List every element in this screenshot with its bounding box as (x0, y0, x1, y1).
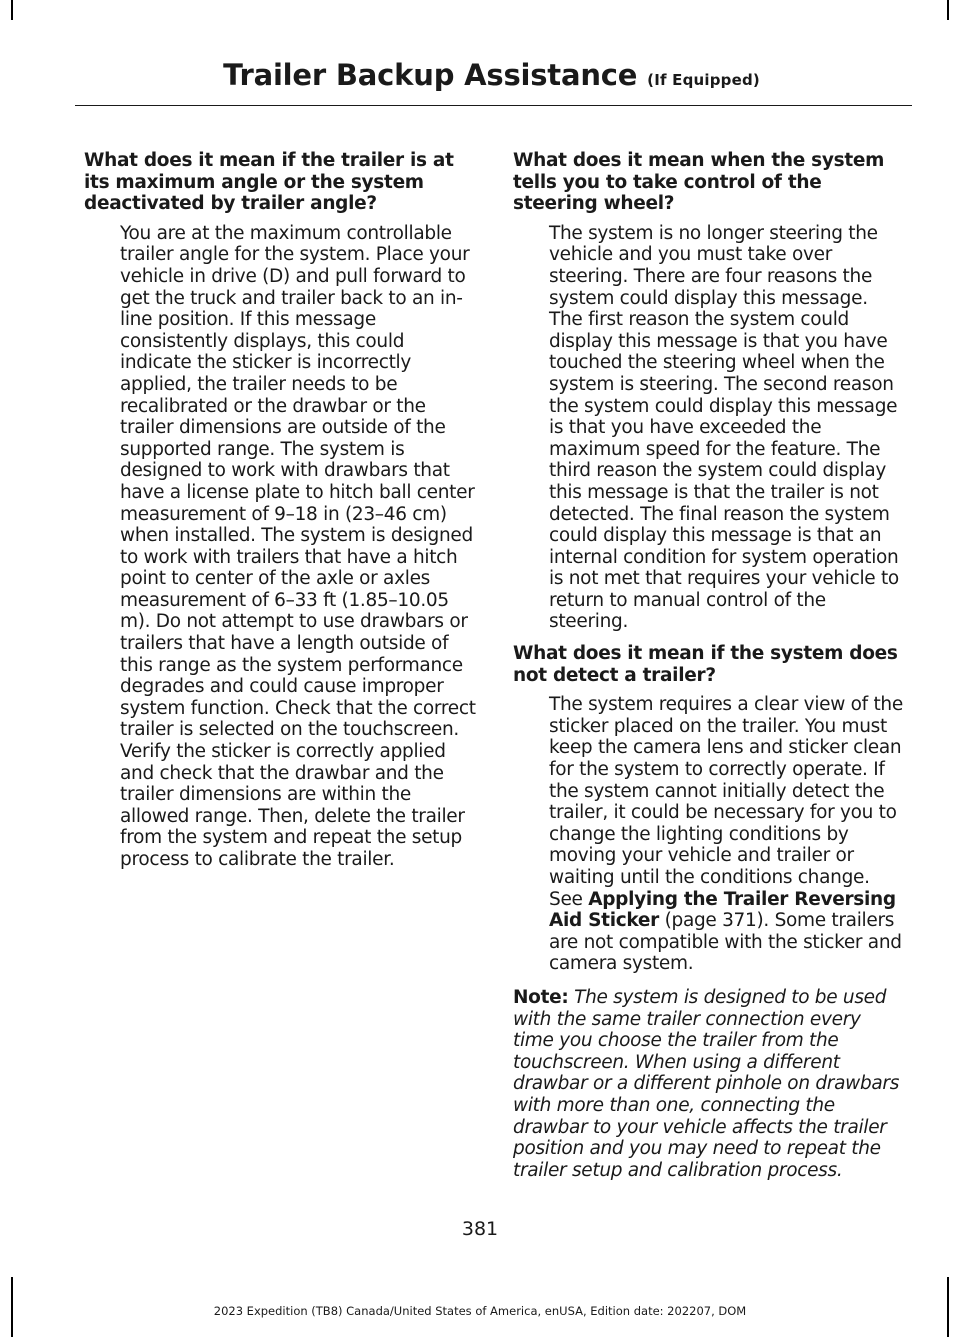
note (513, 987, 905, 1181)
title-main: Trailer Backup Assistance (223, 58, 638, 92)
question-max-angle: What does it mean if the trailer is at its maximum angle or the system deactivated by trailer angle? (84, 150, 454, 215)
page-number: 381 (461, 1218, 499, 1240)
note-label: Note: (513, 986, 569, 1008)
sticker-section-link[interactable]: Applying the Trailer Reversing Aid Sticker (549, 888, 896, 932)
footer: 2023 Expedition (TB8) Canada/United States of America, enUSA, Edition date: 202207, DOM (213, 1304, 747, 1318)
title-subtitle: (If Equipped) (647, 71, 760, 89)
crop-mark-top-right (947, 0, 949, 20)
note-text: The system is designed to be used with the same trailer connection every time you choose the trailer from the touchscreen. When using a different drawbar or a different pinhole on drawbars with more than one, connecting the drawbar to your vehicle affects the trailer position and you may need to repeat the trailer setup and calibration process. (513, 986, 900, 1181)
answer-max-angle: You are at the maximum controllable trailer angle for the system. Place your vehicle in drive (D) and pull forward to get the truck and trailer back to an in-line position. If this message consistently displays, this could indicate the sticker is incorrectly applied, the trailer needs to be recalibrated or the drawbar or the trailer dimensions are outside of the supported range. The system is designed to work with drawbars that have a license plate to hitch ball center measurement of 9–18 in (23–46 cm) when installed. The system is designed to work with trailers that have a hitch point to center of the axle or axles measurement of 6–33 ft (1.85–10.05 m). Do not attempt to use drawbars or trailers that have a length outside of this range as the system performance degrades and could cause improper system function. Check that the correct trailer is selected on the touchscreen. Verify the sticker is correctly applied and check that the drawbar and the trailer dimensions are within the allowed range. Then, delete the trailer from the system and repeat the setup process to calibrate the trailer. (120, 222, 476, 870)
answer-no-trailer-tail: Some trailers are not compatible with the sticker and camera system. (549, 910, 902, 975)
answer-take-control: The system is no longer steering the vehicle and you must take over steering. There are four reasons the system could display this message. The first reason the system could display this message is that you have touched the steering wheel when the system is steering. The second reason the system could display this message is that you have exceeded the maximum speed for the feature. The third reason the system could display this message is that the trailer is not detected. The final reason the system could display this message is that an internal condition for system operation is not met that requires your vehicle to return to manual control of the steering. (549, 222, 899, 633)
answer-no-trailer (549, 694, 905, 975)
header-rule (75, 105, 912, 106)
question-take-control: What does it mean when the system tells you to take control of the steering wheel? (513, 150, 885, 215)
right-column (513, 150, 905, 1181)
question-no-trailer: What does it mean if the system does not detect a trailer? (513, 643, 898, 686)
answer-no-trailer-text: The system requires a clear view of the sticker placed on the trailer. You must keep the camera lens and sticker clean for the system to correctly operate. If the system cannot initially detect the trailer, it could be necessary for you to change the lighting conditions by moving your vehicle and trailer or waiting until the conditions change. See (549, 694, 903, 910)
left-column (84, 150, 476, 881)
page-title (223, 58, 760, 92)
crop-mark-top-left (11, 0, 13, 20)
page-reference: (page 371). (659, 910, 769, 932)
